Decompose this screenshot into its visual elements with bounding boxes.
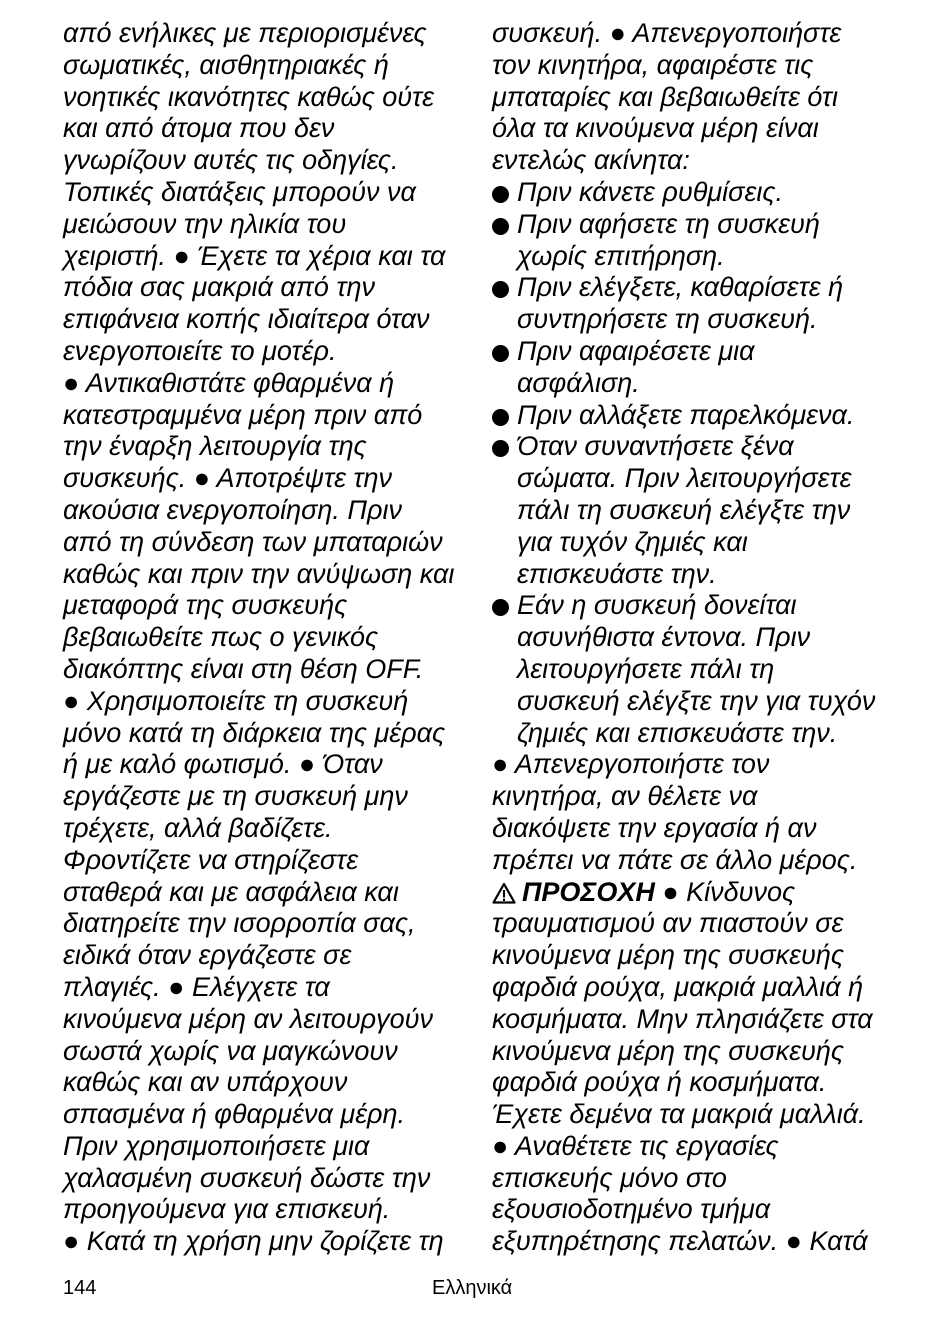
bullet-text: ζημιές και επισκευάστε την.	[517, 717, 838, 748]
text-line: μπαταρίες και βεβαιωθείτε ότι	[492, 81, 838, 112]
text-line: ● Χρησιμοποιείτε τη συσκευή	[63, 685, 409, 716]
text-line: εντελώς ακίνητα:	[492, 145, 690, 176]
page-number: 144	[63, 1277, 97, 1299]
text-line: σωστά χωρίς να μαγκώνουν	[63, 1035, 398, 1066]
text-line: ● Αναθέτετε τις εργασίες	[492, 1130, 779, 1161]
text-line: ● Απενεργοποιήστε τον	[492, 749, 770, 780]
bullet-dot-icon	[492, 440, 509, 457]
bullet-dot-icon	[492, 345, 509, 362]
footer-language: Ελληνικά	[432, 1277, 513, 1299]
text-line: τραυματισμού αν πιαστούν σε	[492, 908, 844, 939]
text-line: συσκευής. ● Αποτρέψτε την	[63, 463, 393, 494]
text-line: σταθερά και με ασφάλεια και	[63, 876, 399, 907]
text-line: την έναρξη λειτουργία της	[63, 431, 367, 462]
text-line: ή με καλό φωτισμό. ● Όταν	[63, 749, 383, 780]
text-line: νοητικές ικανότητες καθώς ούτε	[63, 81, 435, 112]
text-line: επισκευής μόνο στο	[492, 1162, 727, 1193]
text-line: εργάζεστε με τη συσκευή μην	[63, 781, 408, 812]
text-line: και από άτομα που δεν	[63, 113, 335, 144]
bullet-dot-icon	[492, 599, 509, 616]
bullet-item-line	[492, 368, 892, 400]
bullet-text: Πριν ελέγξετε, καθαρίσετε ή	[517, 272, 844, 303]
text-line: χειριστή. ● Έχετε τα χέρια και τα	[63, 240, 446, 271]
bullet-text: Πριν κάνετε ρυθμίσεις.	[517, 176, 783, 207]
text-line: κινητήρα, αν θέλετε να	[492, 781, 758, 812]
bullet-text: Πριν αφήσετε τη συσκευή	[517, 208, 820, 239]
text-line: καθώς και αν υπάρχουν	[63, 1067, 348, 1098]
bullet-text: λειτουργήσετε πάλι τη	[517, 653, 775, 684]
bullet-text: συντηρήσετε τη συσκευή.	[517, 304, 818, 335]
warning-text: ● Κίνδυνος	[654, 876, 796, 907]
text-line: γνωρίζουν αυτές τις οδηγίες.	[63, 145, 399, 176]
bullet-item-line	[492, 590, 892, 622]
text-line: Τοπικές διατάξεις μπορούν να	[63, 176, 416, 207]
text-line: Πριν χρησιμοποιήσετε μια	[63, 1130, 370, 1161]
bullet-text: Όταν συναντήσετε ξένα	[517, 431, 794, 462]
text-line: φαρδιά ρούχα ή κοσμήματα.	[492, 1067, 827, 1098]
bullet-item-line	[492, 336, 892, 368]
bullet-dot-icon	[492, 281, 509, 298]
text-line: μειώσουν την ηλικία του	[63, 208, 347, 239]
text-line: από ενήλικες με περιορισμένες	[63, 18, 427, 48]
bullet-text: Εάν η συσκευή δονείται	[517, 590, 797, 621]
text-line: κατεστραμμένα μέρη πριν από	[63, 399, 423, 430]
bullet-item-line	[492, 654, 892, 686]
text-line: πρέπει να πάτε σε άλλο μέρος.	[492, 844, 858, 875]
bullet-dot-icon	[492, 409, 509, 426]
bullet-text: για τυχόν ζημιές και	[517, 526, 748, 557]
text-line: Έχετε δεμένα τα μακριά μαλλιά.	[492, 1099, 866, 1130]
text-line: κινούμενα μέρη αν λειτουργούν	[63, 1003, 433, 1034]
bullet-text: σώματα. Πριν λειτουργήσετε	[517, 463, 852, 494]
bullet-item-line	[492, 527, 892, 559]
text-line: διακόψετε την εργασία ή αν	[492, 812, 817, 843]
warning-line	[492, 877, 892, 909]
text-line: μόνο κατά τη διάρκεια της μέρας	[63, 717, 446, 748]
bullet-item-line	[492, 400, 892, 432]
text-line: κοσμήματα. Μην πλησιάζετε στα	[492, 1003, 873, 1034]
text-line: διατηρείτε την ισορροπία σας,	[63, 908, 416, 939]
text-line: τον κινητήρα, αφαιρέστε τις	[492, 49, 814, 80]
text-line: κινούμενα μέρη της συσκευής	[492, 940, 844, 971]
bullet-item-line	[492, 559, 892, 591]
text-line: πλαγιές. ● Ελέγχετε τα	[63, 971, 330, 1002]
text-line: κινούμενα μέρη της συσκευής	[492, 1035, 844, 1066]
text-line: από τη σύνδεση των μπαταριών	[63, 526, 443, 557]
bullet-text: χωρίς επιτήρηση.	[517, 240, 725, 271]
bullet-text: επισκευάστε την.	[517, 558, 717, 589]
text-line: καθώς και πριν την ανύψωση και	[63, 558, 455, 589]
bullet-item-line	[492, 431, 892, 463]
text-line: σωματικές, αισθητηριακές ή	[63, 49, 389, 80]
bullet-item-line	[492, 718, 892, 750]
text-line: συσκευή. ● Απενεργοποιήστε	[492, 18, 842, 48]
left-column	[63, 18, 463, 1258]
text-line: σπασμένα ή φθαρμένα μέρη.	[63, 1099, 406, 1130]
bullet-item-line	[492, 686, 892, 718]
text-line: επιφάνεια κοπής ιδιαίτερα όταν	[63, 304, 430, 335]
text-line: εξουσιοδοτημένο τμήμα	[492, 1194, 771, 1225]
text-line: εξυπηρέτησης πελατών. ● Κατά	[492, 1226, 868, 1257]
bullet-text: πάλι τη συσκευή ελέγξτε την	[517, 494, 851, 525]
bullet-item-line	[492, 209, 892, 241]
text-line: τρέχετε, αλλά βαδίζετε.	[63, 812, 333, 843]
bullet-item-line	[492, 177, 892, 209]
right-after-text	[492, 749, 892, 876]
text-line: Φροντίζετε να στηρίζεστε	[63, 844, 359, 875]
bullet-text: Πριν αφαιρέσετε μια	[517, 335, 755, 366]
text-line: πόδια σας μακριά από την	[63, 272, 375, 303]
text-line: χαλασμένη συσκευή δώστε την	[63, 1162, 431, 1193]
text-line: όλα τα κινούμενα μέρη είναι	[492, 113, 819, 144]
text-line: ακούσια ενεργοποίηση. Πριν	[63, 494, 402, 525]
bullet-list	[492, 177, 892, 749]
right-column	[492, 18, 892, 1258]
text-line: ειδικά όταν εργάζεστε σε	[63, 940, 352, 971]
text-line: ● Αντικαθιστάτε φθαρμένα ή	[63, 367, 395, 398]
text-line: ● Κατά τη χρήση μην ζορίζετε τη	[63, 1226, 444, 1257]
bullet-item-line	[492, 622, 892, 654]
right-intro	[492, 18, 892, 177]
bullet-item-line	[492, 241, 892, 273]
text-line: βεβαιωθείτε πως ο γενικός	[63, 622, 379, 653]
bullet-text: συσκευή ελέγξτε την για τυχόν	[517, 685, 876, 716]
right-tail-text	[492, 908, 892, 1258]
bullet-item-line	[492, 304, 892, 336]
text-line: διακόπτης είναι στη θέση OFF.	[63, 653, 424, 684]
bullet-item-line	[492, 463, 892, 495]
text-line: μεταφορά της συσκευής	[63, 590, 348, 621]
bullet-text: Πριν αλλάξετε παρελκόμενα.	[517, 399, 855, 430]
bullet-item-line	[492, 272, 892, 304]
bullet-dot-icon	[492, 186, 509, 203]
warning-icon	[492, 880, 516, 912]
bullet-dot-icon	[492, 218, 509, 235]
bullet-text: ασφάλιση.	[517, 367, 640, 398]
bullet-text: ασυνήθιστα έντονα. Πριν	[517, 622, 811, 653]
warning-label: ΠΡΟΣΟΧΗ	[522, 876, 655, 907]
text-line: φαρδιά ρούχα, μακριά μαλλιά ή	[492, 971, 864, 1002]
text-line: προηγούμενα για επισκευή.	[63, 1194, 391, 1225]
bullet-item-line	[492, 495, 892, 527]
text-line: ενεργοποιείτε το μοτέρ.	[63, 335, 337, 366]
